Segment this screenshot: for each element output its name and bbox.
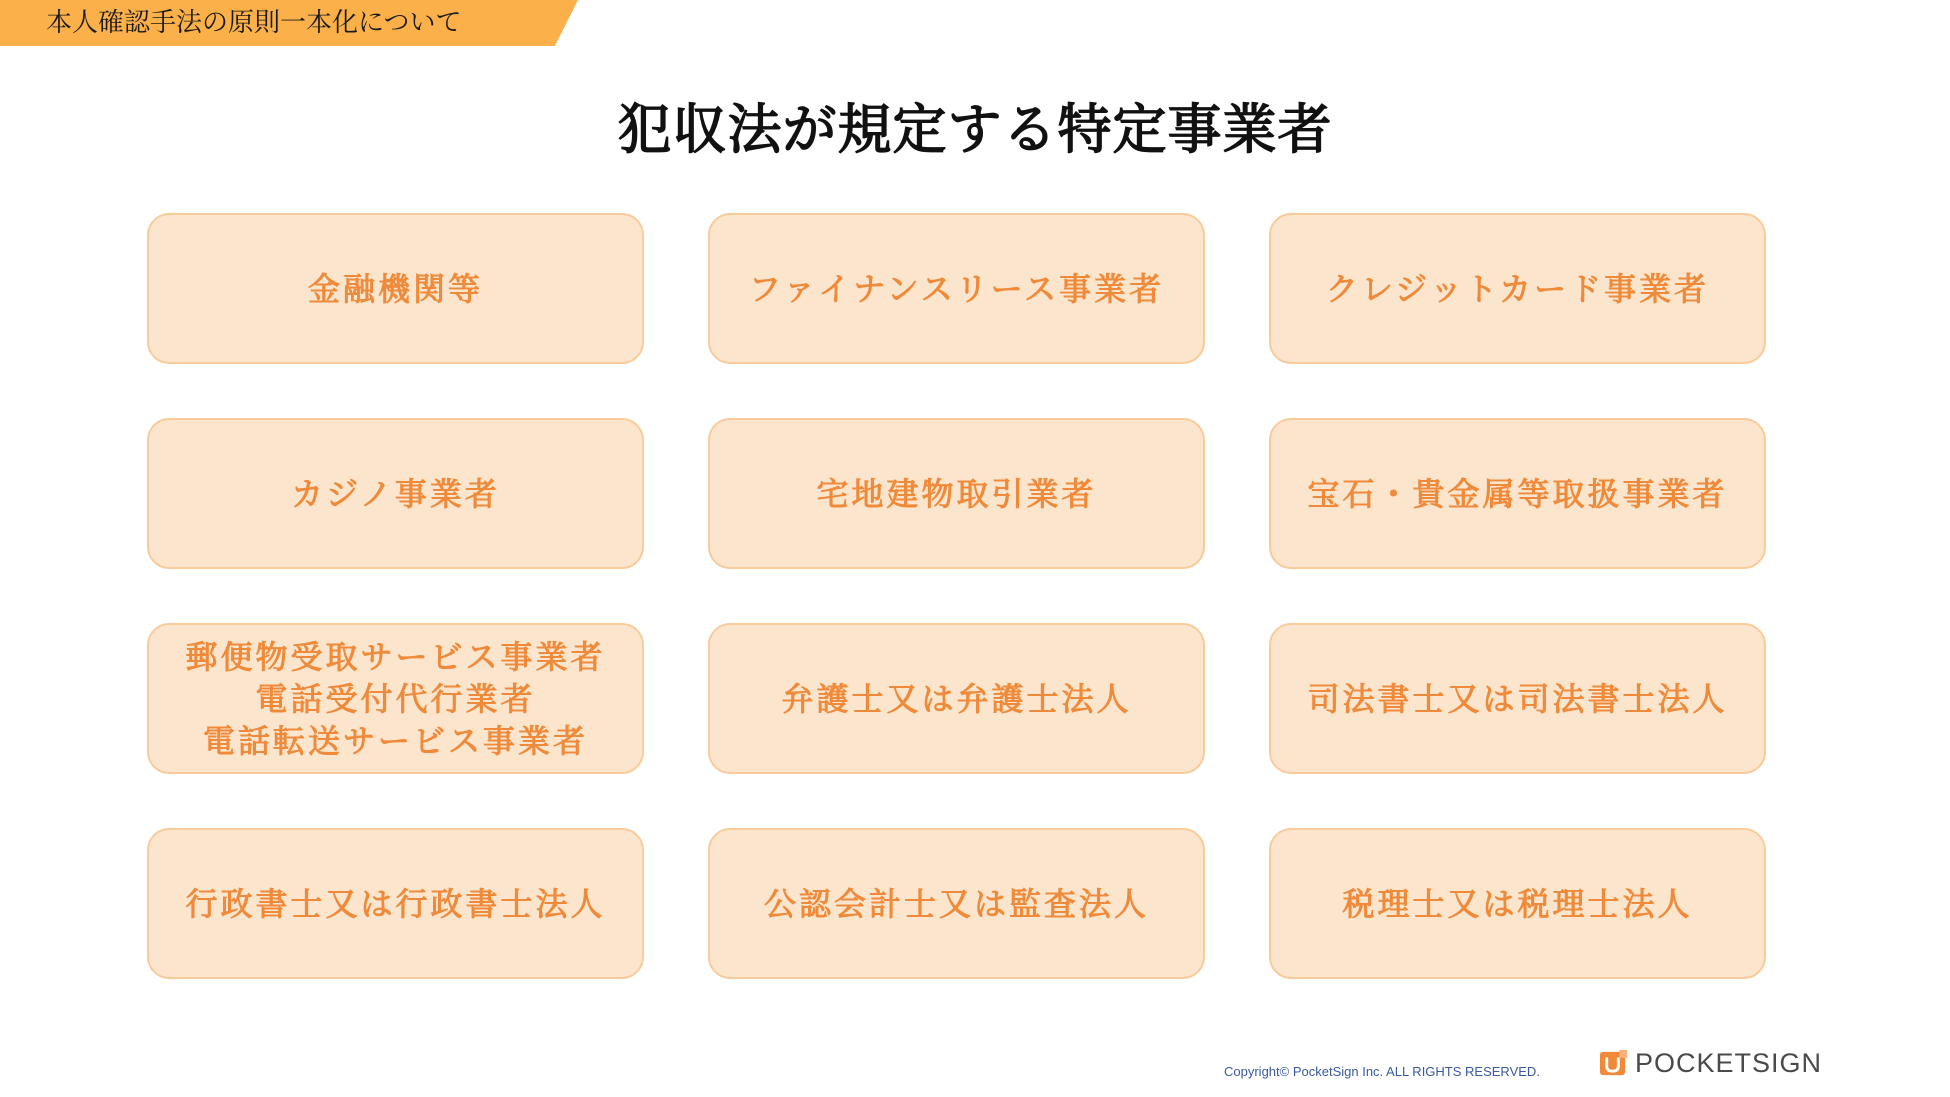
category-card: [708, 828, 1205, 979]
category-label: 弁護士又は弁護士法人: [781, 679, 1132, 718]
category-label: クレジットカード事業者: [1325, 269, 1710, 308]
category-card: [1269, 828, 1766, 979]
category-label: 郵便物受取サービス事業者 電話受付代行業者 電話転送サービス事業者: [185, 637, 606, 760]
category-label: 金融機関等: [307, 269, 483, 308]
category-card: [708, 418, 1205, 569]
category-label: 公認会計士又は監査法人: [763, 884, 1149, 923]
category-card: [1269, 418, 1766, 569]
category-label: 税理士又は税理士法人: [1342, 884, 1693, 923]
category-card: [147, 213, 644, 364]
category-card: [708, 623, 1205, 774]
category-card: [147, 623, 644, 774]
pocketsign-logo-icon: [1600, 1050, 1627, 1077]
copyright-notice: Copyright© PocketSign Inc. ALL RIGHTS RESERVED.: [1224, 1064, 1540, 1079]
category-label: 宅地建物取引業者: [816, 474, 1097, 513]
pocketsign-logo: [1600, 1047, 1822, 1079]
category-label: 行政書士又は行政書士法人: [185, 884, 606, 923]
category-label: カジノ事業者: [291, 474, 500, 513]
section-header-label: 本人確認手法の原則一本化について: [46, 8, 462, 38]
category-label: 宝石・貴金属等取扱事業者: [1307, 474, 1728, 513]
category-card: [147, 418, 644, 569]
logo-wordmark: POCKETSIGN: [1635, 1047, 1823, 1078]
category-card: [1269, 623, 1766, 774]
category-label: 司法書士又は司法書士法人: [1307, 679, 1728, 718]
business-category-grid: [147, 213, 1766, 979]
category-card: [147, 828, 644, 979]
category-card: [708, 213, 1205, 364]
page-title: 犯収法が規定する特定事業者: [617, 98, 1333, 161]
category-card: [1269, 213, 1766, 364]
category-label: ファイナンスリース事業者: [748, 269, 1165, 308]
